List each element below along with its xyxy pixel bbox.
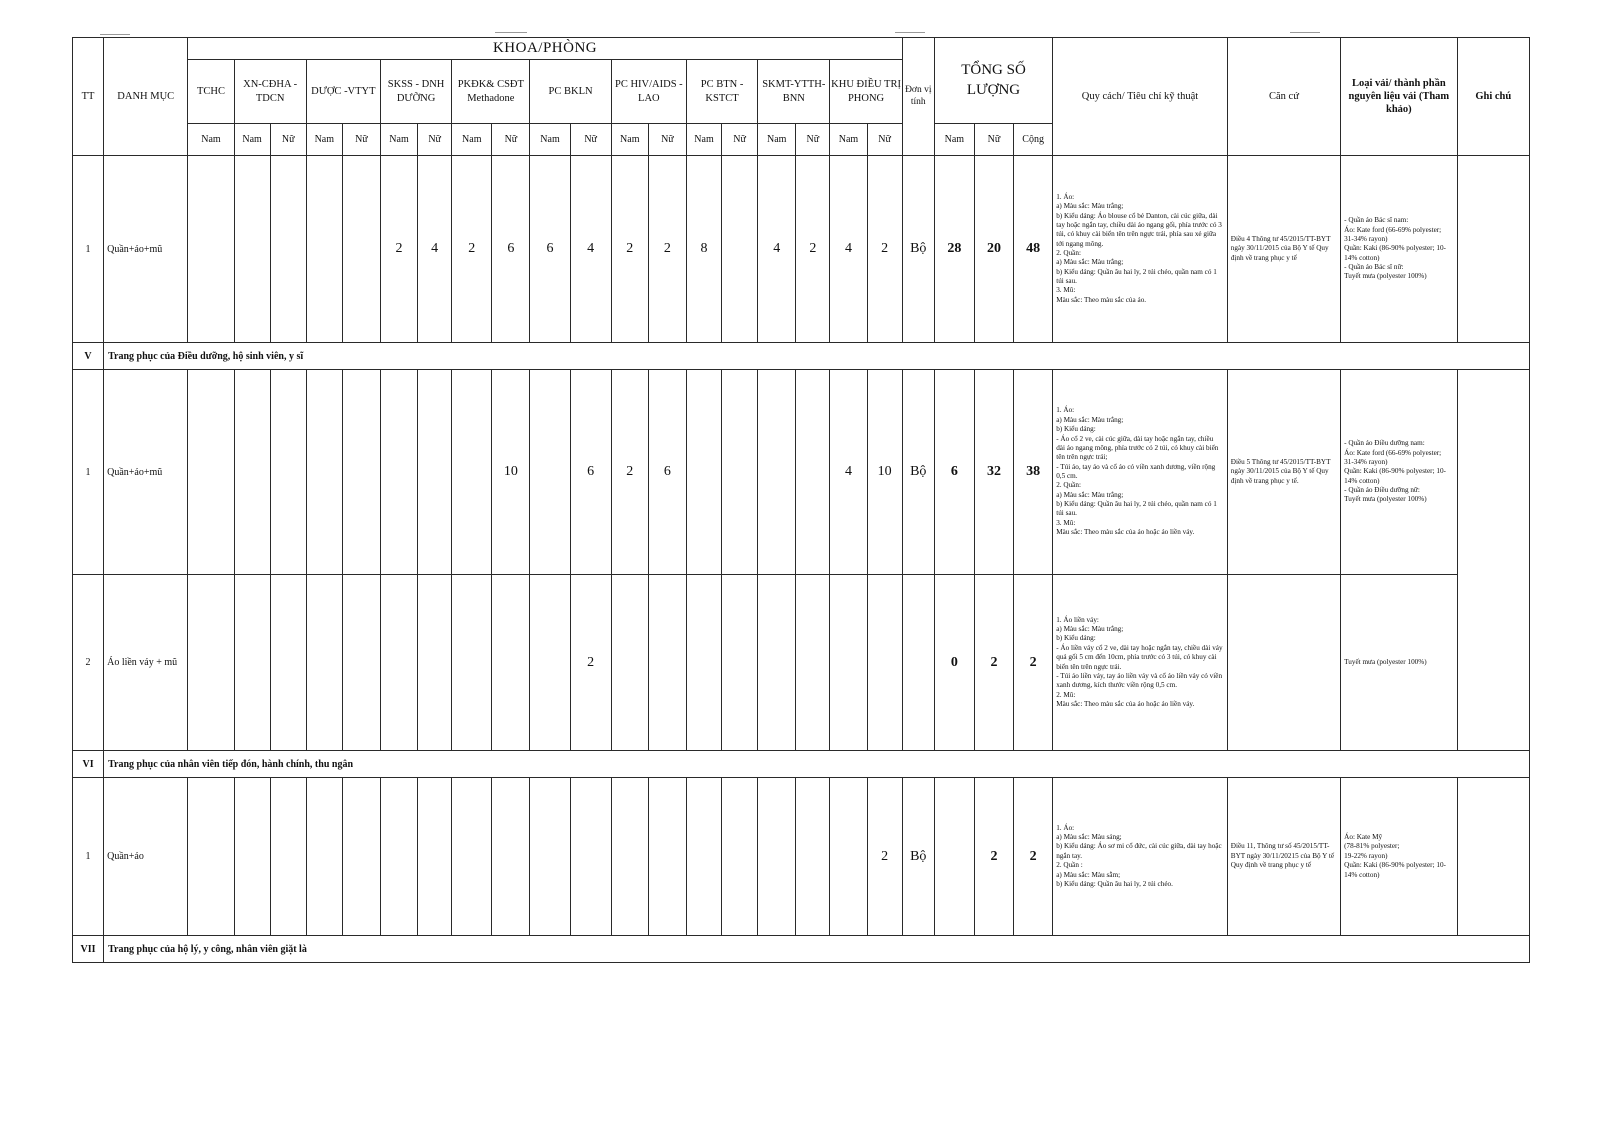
qty-cell — [530, 370, 570, 575]
note-cell — [1457, 778, 1529, 936]
sub-header-nam: Nam — [686, 124, 721, 156]
qty-cell — [796, 778, 830, 936]
qty-cell — [492, 778, 530, 936]
qty-cell — [380, 575, 417, 751]
qty-cell — [234, 370, 270, 575]
sub-header-nu: Nữ — [722, 124, 758, 156]
basis-text: Điều 5 Thông tư 45/2015/TT-BYT ngày 30/11/2015 của Bộ Y tế Quy định về trang phục y tế. — [1227, 370, 1340, 575]
scan-artifact — [895, 32, 925, 33]
row-item-name: Quần+áo+mũ — [104, 156, 188, 343]
total-cong: 38 — [1014, 370, 1053, 575]
qty-cell: 4 — [570, 156, 611, 343]
uniform-table — [72, 37, 1530, 963]
qty-cell — [380, 370, 417, 575]
section-number: VI — [73, 751, 104, 778]
qty-cell: 2 — [867, 156, 902, 343]
dept-header: TCHC — [188, 60, 234, 124]
col-ghi-chu-header: Ghi chú — [1457, 38, 1529, 156]
qty-cell — [492, 575, 530, 751]
scan-artifact — [495, 32, 527, 33]
sub-header-nam: Nam — [188, 124, 234, 156]
qty-cell — [342, 370, 380, 575]
sub-header-nu: Nữ — [867, 124, 902, 156]
row-tt: 1 — [73, 778, 104, 936]
table-row — [73, 370, 1530, 575]
uniform-requirements-sheet — [72, 37, 1530, 963]
qty-cell — [530, 575, 570, 751]
qty-cell — [796, 370, 830, 575]
basis-text — [1227, 575, 1340, 751]
qty-cell — [270, 370, 306, 575]
qty-cell: 2 — [611, 370, 648, 575]
unit-cell — [902, 575, 934, 751]
total-cong: 2 — [1014, 575, 1053, 751]
qty-cell — [342, 575, 380, 751]
total-cong: 48 — [1014, 156, 1053, 343]
sub-header-nam: Nam — [530, 124, 570, 156]
qty-cell — [418, 778, 452, 936]
qty-cell — [611, 575, 648, 751]
fabric-text: - Quần áo Bác sĩ nam: Áo: Kate ford (66-69% polyester; 31-34% rayon) Quần: Kaki (86-90% polyester; 10-14% cotton) - Quần áo Bác sĩ nữ: Tuyết mưa (polyester 100%) — [1341, 156, 1457, 343]
qty-cell — [270, 778, 306, 936]
qty-cell — [758, 575, 796, 751]
row-item-name: Áo liền váy + mũ — [104, 575, 188, 751]
unit-cell: Bộ — [902, 778, 934, 936]
qty-cell: 4 — [830, 156, 867, 343]
qty-cell — [342, 778, 380, 936]
qty-cell: 10 — [867, 370, 902, 575]
qty-cell: 2 — [611, 156, 648, 343]
sub-header-total-cong: Cộng — [1014, 124, 1053, 156]
sub-header-nam: Nam — [306, 124, 342, 156]
col-tt-header: TT — [73, 38, 104, 156]
qty-cell — [234, 156, 270, 343]
qty-cell — [867, 575, 902, 751]
qty-cell — [648, 778, 686, 936]
sub-header-nu: Nữ — [570, 124, 611, 156]
spec-text: 1. Áo: a) Màu sắc: Màu sáng; b) Kiểu dáng: Áo sơ mi cổ đức, cài cúc giữa, dài tay hoặc ngắn tay. 2. Quần : a) Màu sắc: Màu sẫm; b) Kiểu dáng: Quần âu hai ly, 2 túi chéo. — [1053, 778, 1228, 936]
qty-cell — [270, 156, 306, 343]
total-nam: 6 — [934, 370, 974, 575]
row-item-name: Quần+áo — [104, 778, 188, 936]
unit-cell: Bộ — [902, 156, 934, 343]
qty-cell — [722, 778, 758, 936]
qty-cell: 10 — [492, 370, 530, 575]
qty-cell — [188, 575, 234, 751]
qty-cell — [452, 370, 492, 575]
qty-cell: 2 — [380, 156, 417, 343]
col-don-vi-tinh-header: Đơn vị tính — [902, 38, 934, 156]
sub-header-total-nam: Nam — [934, 124, 974, 156]
qty-cell — [188, 778, 234, 936]
table-row — [73, 156, 1530, 343]
section-row — [73, 343, 1530, 370]
dept-header: SKMT-YTTH- BNN — [758, 60, 830, 124]
scan-artifact — [100, 34, 130, 35]
note-cell — [1457, 370, 1529, 751]
dept-header: PC HIV/AIDS - LAO — [611, 60, 686, 124]
col-loai-vai-header: Loại vải/ thành phần nguyên liệu vải (Tham khảo) — [1341, 38, 1457, 156]
qty-cell — [418, 575, 452, 751]
qty-cell — [306, 575, 342, 751]
qty-cell — [830, 778, 867, 936]
total-nu: 2 — [974, 778, 1013, 936]
total-cong: 2 — [1014, 778, 1053, 936]
qty-cell — [611, 778, 648, 936]
qty-cell: 2 — [867, 778, 902, 936]
spec-text: 1. Áo: a) Màu sắc: Màu trắng; b) Kiểu dáng: Áo blouse cổ bẻ Danton, cài cúc giữa, dài tay hoặc ngắn tay, chiều dài áo ngang gối, phía trước có 3 túi, có khuy cài biển tên trên ngực trái, phía sau xẻ giữa tới ngang mông. 2. Quần: a) Màu sắc: Màu trắng; b) Kiểu dáng: Quần âu hai ly, 2 túi chéo, quần nam có 1 túi sau. 3. Mũ: Màu sắc: Theo màu sắc của áo. — [1053, 156, 1228, 343]
dept-header: KHU ĐIỀU TRỊ PHONG — [830, 60, 902, 124]
scan-artifact — [1290, 32, 1320, 33]
sub-header-nam: Nam — [758, 124, 796, 156]
qty-cell — [530, 778, 570, 936]
sub-header-nu: Nữ — [270, 124, 306, 156]
qty-cell: 6 — [530, 156, 570, 343]
dept-header: PC BTN - KSTCT — [686, 60, 757, 124]
col-danh-muc-header: DANH MỤC — [104, 38, 188, 156]
sub-header-nam: Nam — [234, 124, 270, 156]
basis-text: Điều 4 Thông tư 45/2015/TT-BYT ngày 30/11/2015 của Bộ Y tế Quy định về trang phục y tế — [1227, 156, 1340, 343]
qty-cell — [686, 778, 721, 936]
fabric-text: - Quần áo Điều dưỡng nam: Áo: Kate ford (66-69% polyester; 31-34% rayon) Quần: Kaki (86-90% polyester; 10-14% cotton) - Quần áo Điều dưỡng nữ: Tuyết mưa (polyester 100%) — [1341, 370, 1457, 575]
qty-cell: 2 — [648, 156, 686, 343]
dept-header: PKĐK& CSĐT Methadone — [452, 60, 530, 124]
dept-header: DƯỢC -VTYT — [306, 60, 380, 124]
qty-cell: 6 — [570, 370, 611, 575]
qty-cell: 2 — [452, 156, 492, 343]
qty-cell: 4 — [758, 156, 796, 343]
qty-cell: 4 — [418, 156, 452, 343]
basis-text: Điều 11, Thông tư số 45/2015/TT-BYT ngày 30/11/20215 của Bộ Y tế Quy định về trang phục y tế — [1227, 778, 1340, 936]
spec-text: 1. Áo liền váy: a) Màu sắc: Màu trắng; b) Kiểu dáng: - Áo liền váy cổ 2 ve, dài tay hoặc ngắn tay, chiều dài váy quá gối 5 cm đến 10cm, phía trước có 3 túi, có khuy cài biển tên trên ngực trái. - Túi áo liền váy, tay áo liền váy và cổ áo liền váy có viền xanh dương, kích thước viền rộng 0,5 cm. 2. Mũ: Màu sắc: Theo màu sắc của áo hoặc áo liền váy. — [1053, 575, 1228, 751]
sub-header-nu: Nữ — [492, 124, 530, 156]
total-nu: 2 — [974, 575, 1013, 751]
sub-header-nam: Nam — [452, 124, 492, 156]
table-row — [73, 778, 1530, 936]
qty-cell — [380, 778, 417, 936]
qty-cell: 2 — [570, 575, 611, 751]
total-nam: 28 — [934, 156, 974, 343]
qty-cell — [796, 575, 830, 751]
total-nam: 0 — [934, 575, 974, 751]
sub-header-nam: Nam — [611, 124, 648, 156]
qty-cell — [722, 156, 758, 343]
qty-cell: 2 — [796, 156, 830, 343]
qty-cell — [188, 156, 234, 343]
total-nu: 20 — [974, 156, 1013, 343]
qty-cell — [686, 370, 721, 575]
section-title: Trang phục của nhân viên tiếp đón, hành chính, thu ngân — [104, 751, 1530, 778]
sub-header-nu: Nữ — [418, 124, 452, 156]
sub-header-nu: Nữ — [648, 124, 686, 156]
section-title: Trang phục của Điều dưỡng, hộ sinh viên, y sĩ — [104, 343, 1530, 370]
qty-cell — [188, 370, 234, 575]
qty-cell — [830, 575, 867, 751]
qty-cell — [234, 778, 270, 936]
qty-cell — [758, 778, 796, 936]
qty-cell — [570, 778, 611, 936]
qty-cell: 6 — [648, 370, 686, 575]
fabric-text: Tuyết mưa (polyester 100%) — [1341, 575, 1457, 751]
section-number: VII — [73, 936, 104, 963]
sub-header-nam: Nam — [380, 124, 417, 156]
qty-cell — [342, 156, 380, 343]
qty-cell — [648, 575, 686, 751]
dept-header: XN-CĐHA -TDCN — [234, 60, 306, 124]
qty-cell — [270, 575, 306, 751]
sub-header-total-nu: Nữ — [974, 124, 1013, 156]
sub-header-nam: Nam — [830, 124, 867, 156]
dept-header: SKSS - DNH DƯỠNG — [380, 60, 451, 124]
unit-cell: Bộ — [902, 370, 934, 575]
fabric-text: Áo: Kate Mỹ (78-81% polyester; 19-22% rayon) Quần: Kaki (86-90% polyester; 10-14% cotton) — [1341, 778, 1457, 936]
row-item-name: Quần+áo+mũ — [104, 370, 188, 575]
qty-cell: 8 — [686, 156, 721, 343]
qty-cell — [686, 575, 721, 751]
table-row — [73, 575, 1530, 751]
row-tt: 2 — [73, 575, 104, 751]
qty-cell — [306, 370, 342, 575]
qty-cell — [722, 370, 758, 575]
qty-cell — [452, 778, 492, 936]
khoa-phong-header: KHOA/PHÒNG — [188, 38, 902, 60]
total-nam — [934, 778, 974, 936]
sub-header-nu: Nữ — [796, 124, 830, 156]
qty-cell — [758, 370, 796, 575]
sub-header-nu: Nữ — [342, 124, 380, 156]
section-number: V — [73, 343, 104, 370]
spec-text: 1. Áo: a) Màu sắc: Màu trắng; b) Kiểu dáng: - Áo cổ 2 ve, cài cúc giữa, dài tay hoặc ngắn tay, chiều dài áo ngang mông, phía trước có 2 túi, có khuy cài biển tên trên ngực trái; - Túi áo, tay áo và cổ áo có viền xanh dương, viền rộng 0,5 cm. 2. Quần: a) Màu sắc: Màu trắng; b) Kiểu dáng: Quần âu hai ly, 2 túi chéo, quần nam có 1 túi sau. 3. Mũ: Màu sắc: Theo màu sắc của áo hoặc áo liền váy. — [1053, 370, 1228, 575]
col-quy-cach-header: Quy cách/ Tiêu chí kỹ thuật — [1053, 38, 1228, 156]
note-cell — [1457, 156, 1529, 343]
qty-cell: 4 — [830, 370, 867, 575]
section-row — [73, 751, 1530, 778]
section-row — [73, 936, 1530, 963]
row-tt: 1 — [73, 370, 104, 575]
qty-cell — [452, 575, 492, 751]
dept-header: PC BKLN — [530, 60, 611, 124]
qty-cell — [306, 156, 342, 343]
total-nu: 32 — [974, 370, 1013, 575]
qty-cell: 6 — [492, 156, 530, 343]
qty-cell — [306, 778, 342, 936]
qty-cell — [722, 575, 758, 751]
col-can-cu-header: Căn cứ — [1227, 38, 1340, 156]
row-tt: 1 — [73, 156, 104, 343]
qty-cell — [418, 370, 452, 575]
section-title: Trang phục của hộ lý, y công, nhân viên giặt là — [104, 936, 1530, 963]
qty-cell — [234, 575, 270, 751]
col-tong-so-luong-header: TỔNG SỐ LƯỢNG — [934, 38, 1052, 124]
